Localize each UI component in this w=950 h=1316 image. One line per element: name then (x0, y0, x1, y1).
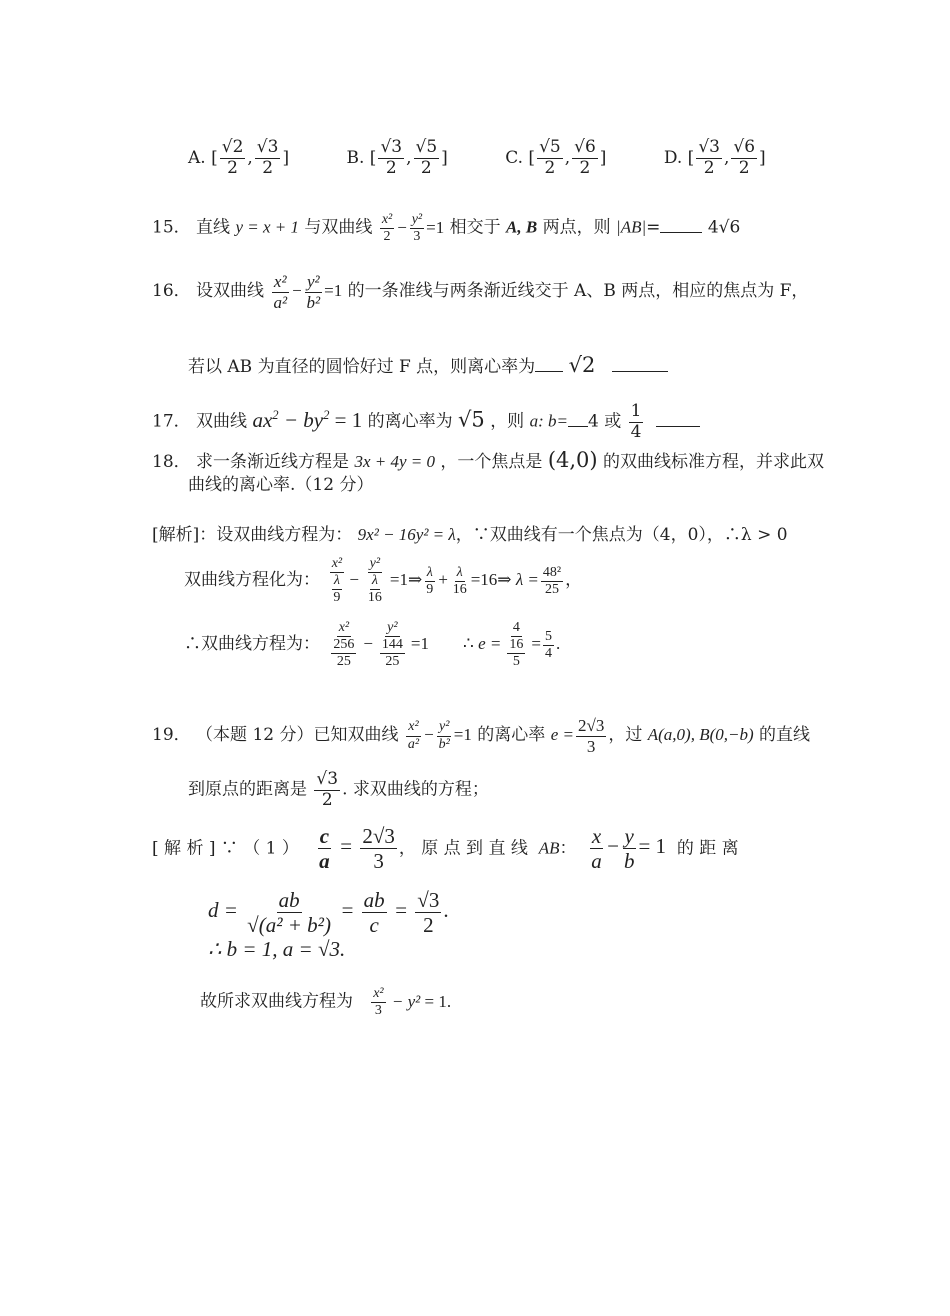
question-text: 或 (604, 411, 622, 432)
numerator: √3 (256, 137, 279, 157)
denominator: 2 (227, 157, 238, 178)
ratio-label: a: b= (529, 411, 568, 431)
option-label: D. (663, 148, 683, 169)
fraction: $\frac{√3}{2}$ (316, 769, 339, 810)
equation: $\frac{\text{x²}}{2}$ − $\frac{\text{y²}}{3}$ =1 (381, 212, 445, 245)
question-17 (152, 402, 700, 442)
question-text: 的离心率为 (367, 411, 453, 432)
option-d: D. [ $\frac{√3}{2}$ , $\frac{√6}{2}$ ] (663, 137, 766, 178)
question-text: 求一条渐近线方程是 (196, 452, 350, 472)
solution-text: ，∵双曲线有一个焦点为（4，0），∴λ > 0 (455, 525, 788, 545)
question-text: 曲线的离心率.（12 分） (188, 475, 374, 495)
question-text: 到原点的距离是 (188, 779, 307, 800)
numerator: √6 (733, 137, 756, 157)
fraction (414, 138, 440, 178)
equation: $\frac{\text{x²}}{\frac{256}{25}}$ − $\frac{\text{y²}}{\frac{144}{25}}$ =1 ∴ e = $\frac{4}{\frac{16}{5}}$ = $\frac{5}{4}$ . (333, 620, 561, 670)
denominator: 2 (703, 157, 715, 178)
question-text: 的直线 (759, 724, 811, 745)
equation: $\frac{c}{a}$ = $\frac{2√3}{3}$ (319, 824, 395, 874)
abs-ab: |AB| (616, 217, 647, 237)
numerator: √3 (380, 137, 403, 157)
solution-text: ∴双曲线方程为： (184, 634, 320, 655)
solution-text: 双曲线方程化为： (184, 570, 320, 591)
question-text: 直线 (196, 217, 231, 238)
denominator: 2 (385, 157, 397, 178)
denominator: 2 (262, 157, 274, 178)
denominator: 2 (738, 157, 750, 178)
answer-blank (568, 426, 588, 427)
equation: 3x + 4y = 0 (354, 452, 435, 471)
solution-text: 故所求双曲线方程为 (200, 991, 353, 1012)
solution-19-distance (208, 888, 449, 937)
fraction (378, 138, 404, 178)
question-number: 18． (152, 452, 191, 472)
solution-19-final (200, 986, 451, 1019)
question-text: ，过 (608, 724, 643, 745)
equation: $ax^2 - by^2 = 1$ (252, 407, 363, 432)
option-label: C. (505, 148, 524, 169)
question-19 (152, 716, 810, 756)
fraction (696, 138, 722, 178)
solution-text: ： (559, 838, 577, 859)
solution-text: ， 原 点 到 直 线 (398, 838, 528, 859)
question-text: 的双曲线标准方程，并求此双 (603, 452, 825, 472)
equation: d = $\frac{ab}{\text{√(a² + b²)}}$ = $\frac{ab}{c}$ = $\frac{√3}{2}$ . (208, 888, 449, 938)
question-number: 17． (152, 411, 191, 432)
solution-text: [ 解 析 ] ∵ （ 1 ） (152, 838, 299, 859)
focus-point: (4,0) (547, 448, 598, 472)
numerator: √3 (698, 137, 720, 157)
solution-19-head (152, 824, 739, 873)
question-number: 15． (152, 217, 191, 238)
fraction: $\frac{1}{4}$ (630, 401, 642, 442)
question-18-line2 (188, 474, 373, 496)
line-ab-label: AB (538, 838, 560, 858)
numerator: √5 (539, 137, 561, 157)
question-text: 设双曲线 (196, 280, 265, 301)
eccentricity: e = $\frac{2√3}{3}$ (550, 716, 605, 756)
fraction (731, 138, 757, 178)
question-15: 15． 直线 y = x + 1 与双曲线 $\frac{\text{x²}}{2}$ − $\frac{\text{y²}}{3}$ =1 相交于 A, B 两点，则 |AB|= 4√6 (152, 212, 741, 245)
question-text: 双曲线 (196, 411, 248, 432)
answer-blank (612, 371, 668, 372)
equation: $\frac{x}{a}$ − $\frac{y}{b}$ = 1 (591, 824, 667, 874)
question-16 (152, 272, 808, 312)
solution-18-line3 (184, 620, 560, 670)
question-16-line2 (188, 354, 668, 378)
question-text: 若以 AB 为直径的圆恰好过 F 点，则离心率为 (188, 357, 536, 377)
question-number: 16． (152, 280, 191, 301)
option-a: A. [ $\frac{√2}{2}$ , $\frac{√3}{2}$ ] (188, 137, 290, 178)
answer-blank (656, 426, 700, 427)
answer-text: 4√6 (707, 217, 741, 238)
fraction (572, 138, 598, 178)
fraction (537, 138, 563, 178)
equation: y = x + 1 (235, 217, 299, 237)
points-label: A, B (506, 217, 538, 237)
equation: $\frac{\text{x²}}{3}$ − y² = 1. (373, 986, 452, 1019)
question-text: 两点，则 (542, 217, 611, 238)
option-label: A. (188, 148, 206, 169)
answer-text: 4 (587, 411, 599, 432)
fraction (220, 138, 246, 178)
solution-18-line2 (184, 556, 582, 606)
equation: 9x² − 16y² = λ (357, 525, 456, 544)
points-label: A(a,0), B(0,−b) (647, 724, 754, 744)
question-text: 相交于 (449, 217, 501, 238)
solution-text: [解析]：设双曲线方程为： (152, 525, 353, 545)
solution-18-head (152, 524, 788, 546)
question-19-line2 (188, 770, 489, 810)
fraction (255, 138, 281, 178)
answer-blank (535, 371, 563, 372)
equation: $\frac{\text{x²}}{\text{a²}}$ − $\frac{\text{y²}}{\text{b²}}$ =1 (407, 719, 472, 752)
option-c: C. [ $\frac{√5}{2}$ , $\frac{√6}{2}$ ] (505, 137, 607, 178)
equation: $\frac{\text{x²}}{\text{a²}}$ − $\frac{\text{y²}}{\text{b²}}$ =1 (273, 272, 343, 312)
question-text: ，一个焦点是 (440, 452, 543, 472)
options-row (188, 138, 818, 178)
question-text: 与双曲线 (304, 217, 373, 238)
option-b: B. [ $\frac{√3}{2}$ , $\frac{√5}{2}$ ] (346, 137, 448, 178)
equation: ∴ b = 1, a = √3. (208, 937, 346, 961)
question-number: 19． (152, 724, 191, 745)
equation: $\frac{\text{x²}}{\frac{\lambda}{9}}$ − $\frac{\text{y²}}{\frac{\lambda}{16}}$ =1⇒ $\frac{\lambda}{9}$ + $\frac{\lambda}{16}$ =16⇒ λ = $\frac{\text{48²}}{25}$ ， (331, 556, 583, 606)
answer-blank (660, 232, 702, 233)
sqrt-5: √5 (458, 407, 485, 432)
question-text: 的离心率 (477, 724, 546, 745)
numerator: √2 (221, 137, 244, 157)
question-text: ，则 (490, 411, 525, 432)
denominator: 2 (544, 157, 556, 178)
numerator: √6 (574, 137, 596, 157)
question-text: （本题 12 分）已知双曲线 (196, 724, 399, 745)
denominator: 2 (579, 157, 591, 178)
numerator: √5 (415, 137, 438, 157)
question-text: 的一条准线与两条渐近线交于 A、B 两点，相应的焦点为 F， (347, 280, 809, 301)
solution-text: 的 距 离 (676, 838, 739, 859)
question-18 (152, 449, 824, 473)
solution-19-result (208, 938, 345, 960)
option-label: B. (346, 148, 365, 169)
denominator: 2 (420, 157, 432, 178)
answer-text: √2 (568, 353, 596, 377)
question-text: . 求双曲线的方程； (342, 779, 489, 800)
